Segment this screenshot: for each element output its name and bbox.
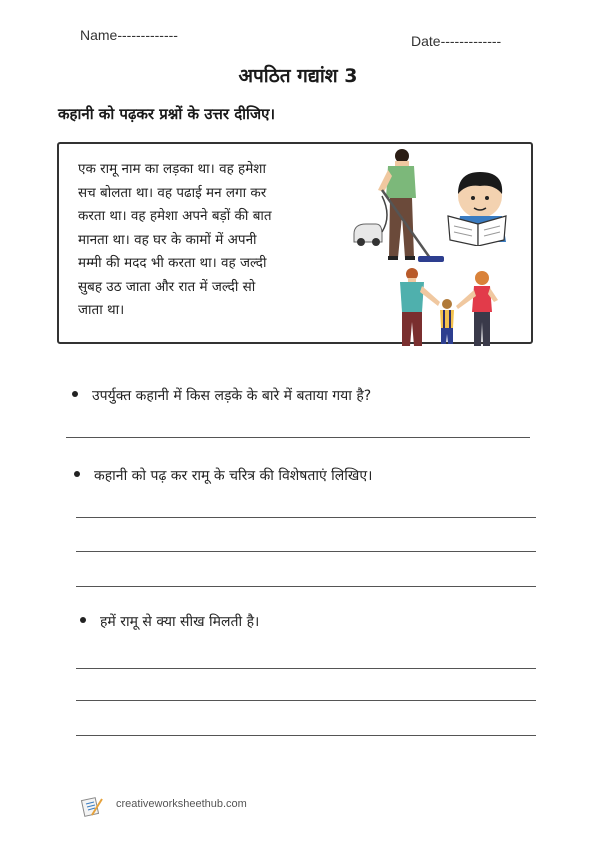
bullet-icon — [74, 471, 80, 477]
answer-line[interactable] — [76, 586, 536, 587]
footer-site[interactable]: creativeworksheethub.com — [116, 798, 247, 810]
story-line: जाता था। — [78, 302, 125, 318]
answer-line[interactable] — [76, 551, 536, 552]
answer-line[interactable] — [76, 517, 536, 518]
question-text: उपर्युक्त कहानी में किस लड़के के बारे में बताया गया है? — [92, 388, 372, 404]
story-line: सच बोलता था। वह पढाई मन लगा कर — [78, 184, 267, 201]
answer-line[interactable] — [76, 668, 536, 669]
boy-vacuuming-illustration — [352, 146, 452, 268]
answer-line[interactable] — [66, 437, 530, 438]
page-title: अपठित गद्यांश 3 — [238, 65, 358, 87]
answer-line[interactable] — [76, 700, 536, 701]
boy-reading-illustration — [446, 170, 508, 246]
question-2 — [74, 466, 372, 485]
question-3 — [80, 612, 259, 631]
story-line: एक रामू नाम का लड़का था। वह हमेशा — [78, 161, 266, 177]
story-line: मम्मी की मदद भी करता था। वह जल्दी — [78, 255, 267, 271]
family-illustration — [392, 266, 502, 346]
worksheet-logo-icon — [80, 795, 104, 817]
bullet-icon — [80, 617, 86, 623]
question-1 — [72, 386, 371, 405]
answer-line[interactable] — [76, 735, 536, 736]
story-paragraph — [78, 158, 368, 323]
bullet-icon — [72, 391, 78, 397]
question-text: कहानी को पढ़ कर रामू के चरित्र की विशेषताएं लिखिए। — [94, 468, 373, 484]
question-text: हमें रामू से क्या सीख मिलती है। — [100, 614, 260, 630]
name-field-label: Name------------- — [80, 27, 178, 43]
story-line: मानता था। वह घर के कामों में अपनी — [78, 231, 257, 248]
date-field-label: Date------------- — [411, 33, 502, 49]
story-line: सुबह उठ जाता और रात में जल्दी सो — [78, 278, 256, 295]
instruction-text: कहानी को पढ़कर प्रश्नों के उत्तर दीजिए। — [58, 105, 276, 123]
story-line: करता था। वह हमेशा अपने बड़ों की बात — [78, 208, 272, 224]
